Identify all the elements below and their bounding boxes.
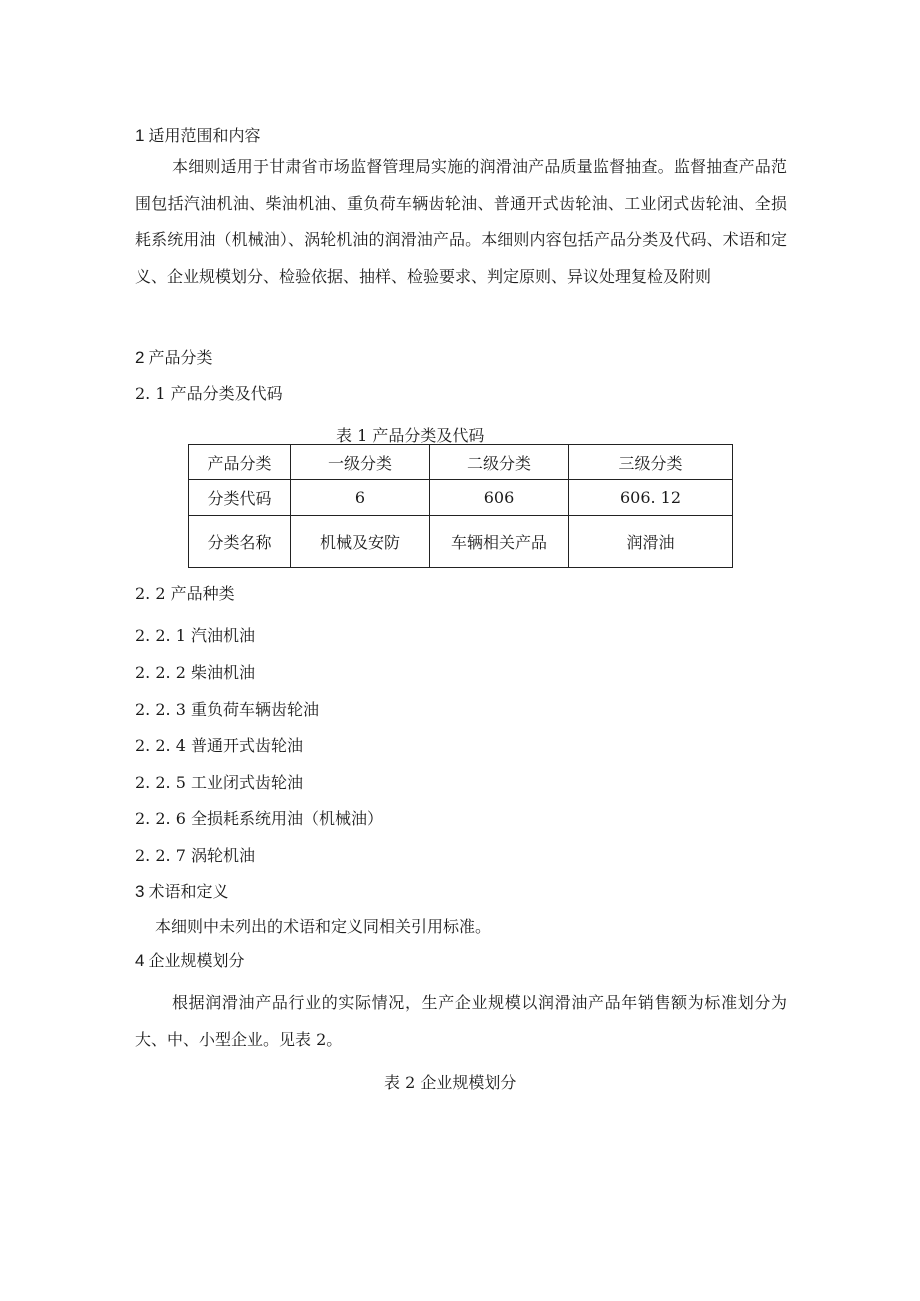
table-row [189, 480, 733, 516]
section-1-heading [135, 123, 260, 146]
section-4-paragraph: 根据润滑油产品行业的实际情况，生产企业规模以润滑油产品年销售额为标准划分为大、中、小型企业。见表 2。 [135, 993, 787, 1049]
table-header-cell: 一级分类 [291, 445, 430, 480]
table-cell: 润滑油 [569, 516, 733, 568]
section-number: 3 [135, 882, 145, 901]
list-item: 2. 2. 2 柴油机油 [135, 663, 255, 682]
table-cell: 分类代码 [189, 480, 291, 516]
list-item: 2. 2. 5 工业闭式齿轮油 [135, 773, 303, 792]
table-cell: 车辆相关产品 [430, 516, 569, 568]
section-number: 2 [135, 348, 145, 367]
table-cell: 机械及安防 [291, 516, 430, 568]
section-title: 企业规模划分 [148, 951, 245, 970]
section-number: 4 [135, 951, 145, 970]
section-3-heading [135, 879, 228, 902]
subsection-2-2-heading: 2. 2 产品种类 [135, 584, 235, 603]
list-item: 2. 2. 1 汽油机油 [135, 626, 255, 645]
table-row [189, 516, 733, 568]
table-cell: 606 [430, 480, 569, 516]
section-title: 产品分类 [148, 348, 213, 367]
table-cell: 606. 12 [569, 480, 733, 516]
table-2-caption: 表 2 企业规模划分 [384, 1073, 517, 1092]
list-item: 2. 2. 7 涡轮机油 [135, 846, 255, 865]
section-1-paragraph: 本细则适用于甘肃省市场监督管理局实施的润滑油产品质量监督抽查。监督抽查产品范围包括汽油机油、柴油机油、重负荷车辆齿轮油、普通开式齿轮油、工业闭式齿轮油、全损耗系统用油（机械油）、涡轮机油的润滑油产品。本细则内容包括产品分类及代码、术语和定义、企业规模划分、检验依据、抽样、检验要求、判定原则、异议处理复检及附则 [135, 157, 787, 286]
section-title: 适用范围和内容 [148, 126, 261, 145]
table-header-cell: 二级分类 [430, 445, 569, 480]
list-item: 2. 2. 6 全损耗系统用油（机械油） [135, 809, 383, 828]
table-header-cell: 三级分类 [569, 445, 733, 480]
section-3-paragraph: 本细则中未列出的术语和定义同相关引用标准。 [155, 917, 492, 936]
table-cell: 6 [291, 480, 430, 516]
table-header-cell: 产品分类 [189, 445, 291, 480]
list-item: 2. 2. 3 重负荷车辆齿轮油 [135, 700, 319, 719]
table-1-caption: 表 1 产品分类及代码 [336, 426, 485, 445]
section-number: 1 [135, 126, 145, 145]
subsection-2-1-heading: 2. 1 产品分类及代码 [135, 384, 283, 403]
list-item: 2. 2. 4 普通开式齿轮油 [135, 736, 303, 755]
section-4-heading [135, 948, 244, 971]
table-cell: 分类名称 [189, 516, 291, 568]
section-2-heading [135, 345, 212, 368]
product-classification-table [188, 444, 733, 568]
section-title: 术语和定义 [148, 882, 229, 901]
table-header-row [189, 445, 733, 480]
